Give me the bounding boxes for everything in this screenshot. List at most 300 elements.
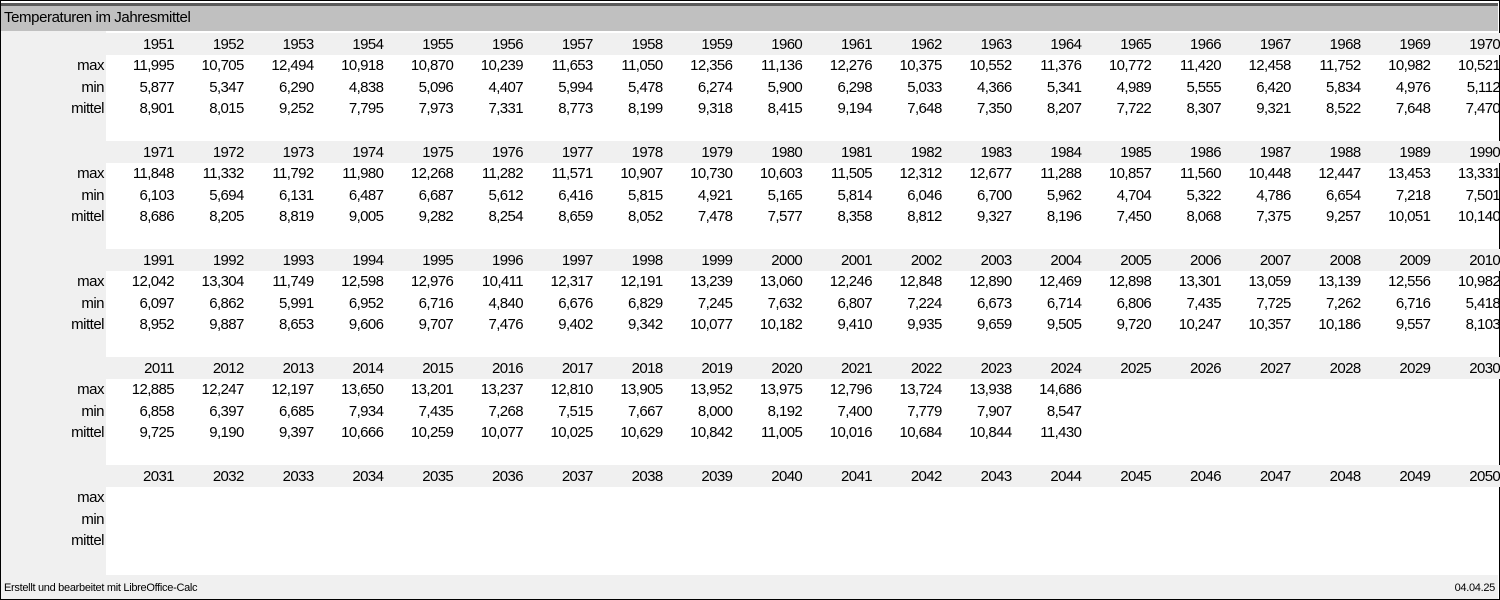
year-cell[interactable]: 2031	[143, 468, 174, 485]
mittel-value-cell[interactable]: 10,357	[1248, 316, 1291, 333]
max-value-cell[interactable]: 12,197	[271, 381, 314, 398]
max-value-cell[interactable]: 12,556	[1388, 273, 1431, 290]
max-value-cell[interactable]: 13,975	[759, 381, 803, 398]
max-value-cell[interactable]: 13,905	[620, 381, 663, 398]
year-cell[interactable]: 2034	[352, 468, 384, 485]
mittel-value-cell[interactable]: 7,478	[697, 208, 733, 225]
year-cell[interactable]: 1986	[1190, 144, 1221, 161]
min-value-cell[interactable]: 6,807	[837, 294, 872, 312]
max-value-cell[interactable]: 12,890	[969, 273, 1012, 290]
year-cell[interactable]: 1960	[771, 36, 803, 53]
year-cell[interactable]: 2000	[771, 252, 803, 269]
max-value-cell[interactable]: 12,458	[1248, 57, 1291, 74]
max-value-cell[interactable]: 10,411	[481, 273, 523, 290]
mittel-value-cell[interactable]: 8,812	[907, 208, 942, 225]
mittel-value-cell[interactable]: 7,973	[418, 100, 454, 117]
min-value-cell[interactable]: 5,347	[209, 78, 244, 96]
max-value-cell[interactable]: 11,560	[1179, 165, 1221, 182]
max-value-cell[interactable]: 10,982	[1457, 273, 1500, 290]
max-value-cell[interactable]: 10,552	[969, 57, 1012, 74]
min-value-cell[interactable]: 5,165	[767, 186, 803, 204]
min-value-cell[interactable]: 5,834	[1326, 78, 1361, 96]
year-cell[interactable]: 1966	[1190, 36, 1221, 53]
year-cell[interactable]: 2011	[144, 360, 174, 377]
max-value-cell[interactable]: 10,521	[1457, 57, 1500, 74]
year-cell[interactable]: 1956	[492, 36, 523, 53]
min-value-cell[interactable]: 4,989	[1116, 78, 1152, 96]
min-value-cell[interactable]: 6,716	[418, 294, 454, 312]
year-cell[interactable]: 2047	[1259, 468, 1291, 485]
mittel-value-cell[interactable]: 9,725	[139, 424, 174, 441]
max-value-cell[interactable]: 12,042	[131, 273, 174, 290]
max-value-cell[interactable]: 12,469	[1039, 273, 1082, 290]
min-value-cell[interactable]: 6,103	[139, 186, 174, 204]
mittel-value-cell[interactable]: 8,052	[628, 208, 663, 225]
year-cell[interactable]: 2005	[1120, 252, 1152, 269]
mittel-value-cell[interactable]: 9,720	[1116, 316, 1152, 333]
max-value-cell[interactable]: 10,239	[480, 57, 523, 74]
year-cell[interactable]: 2003	[980, 252, 1012, 269]
max-value-cell[interactable]: 11,749	[272, 273, 314, 290]
max-value-cell[interactable]: 12,494	[271, 57, 314, 74]
year-cell[interactable]: 2039	[701, 468, 733, 485]
year-cell[interactable]: 1992	[212, 252, 244, 269]
year-cell[interactable]: 2016	[492, 360, 523, 377]
year-cell[interactable]: 1957	[561, 36, 593, 53]
year-cell[interactable]: 2027	[1259, 360, 1291, 377]
mittel-value-cell[interactable]: 10,051	[1388, 208, 1431, 225]
min-value-cell[interactable]: 5,900	[767, 78, 803, 96]
year-cell[interactable]: 2036	[492, 468, 523, 485]
year-cell[interactable]: 2050	[1469, 468, 1500, 485]
min-value-cell[interactable]: 6,416	[558, 186, 593, 204]
year-cell[interactable]: 2010	[1469, 252, 1500, 269]
min-value-cell[interactable]: 6,685	[279, 402, 314, 420]
year-cell[interactable]: 1997	[561, 252, 593, 269]
year-cell[interactable]: 1964	[1050, 36, 1082, 53]
year-cell[interactable]: 2042	[910, 468, 942, 485]
year-cell[interactable]: 1988	[1329, 144, 1361, 161]
max-value-cell[interactable]: 11,571	[551, 165, 593, 182]
year-cell[interactable]: 2024	[1050, 360, 1082, 377]
year-cell[interactable]: 1984	[1050, 144, 1082, 161]
max-value-cell[interactable]: 10,375	[899, 57, 942, 74]
year-cell[interactable]: 1968	[1329, 36, 1361, 53]
max-value-cell[interactable]: 13,239	[690, 273, 733, 290]
mittel-value-cell[interactable]: 10,016	[829, 424, 872, 441]
max-value-cell[interactable]: 12,598	[341, 273, 384, 290]
mittel-value-cell[interactable]: 9,397	[279, 424, 314, 441]
min-value-cell[interactable]: 6,673	[977, 294, 1012, 312]
min-value-cell[interactable]: 6,290	[279, 78, 314, 96]
mittel-value-cell[interactable]: 9,935	[907, 316, 942, 333]
min-value-cell[interactable]: 5,322	[1186, 186, 1221, 204]
mittel-value-cell[interactable]: 8,205	[209, 208, 244, 225]
year-cell[interactable]: 1955	[422, 36, 454, 53]
max-value-cell[interactable]: 11,792	[272, 165, 314, 182]
year-cell[interactable]: 2037	[561, 468, 593, 485]
min-value-cell[interactable]: 6,397	[209, 402, 244, 420]
year-cell[interactable]: 1959	[701, 36, 733, 53]
year-cell[interactable]: 1961	[841, 36, 872, 53]
year-cell[interactable]: 1993	[282, 252, 314, 269]
min-value-cell[interactable]: 5,612	[488, 186, 523, 204]
mittel-value-cell[interactable]: 8,659	[558, 208, 593, 225]
year-cell[interactable]: 2043	[980, 468, 1012, 485]
mittel-value-cell[interactable]: 8,415	[767, 100, 803, 117]
year-cell[interactable]: 2009	[1399, 252, 1431, 269]
min-value-cell[interactable]: 5,694	[209, 186, 244, 204]
year-cell[interactable]: 2049	[1399, 468, 1431, 485]
year-cell[interactable]: 2040	[771, 468, 803, 485]
max-value-cell[interactable]: 10,730	[690, 165, 733, 182]
min-value-cell[interactable]: 4,838	[348, 78, 384, 96]
max-value-cell[interactable]: 11,995	[132, 57, 174, 74]
min-value-cell[interactable]: 7,268	[488, 402, 523, 420]
mittel-value-cell[interactable]: 8,207	[1046, 100, 1082, 117]
year-cell[interactable]: 2001	[841, 252, 872, 269]
max-value-cell[interactable]: 10,705	[201, 57, 244, 74]
year-cell[interactable]: 1951	[143, 36, 174, 53]
min-value-cell[interactable]: 5,341	[1046, 78, 1082, 96]
year-cell[interactable]: 2013	[282, 360, 314, 377]
min-value-cell[interactable]: 6,676	[558, 294, 593, 312]
mittel-value-cell[interactable]: 8,196	[1046, 208, 1082, 225]
max-value-cell[interactable]: 12,246	[829, 273, 872, 290]
max-value-cell[interactable]: 11,050	[621, 57, 663, 74]
year-cell[interactable]: 2002	[910, 252, 942, 269]
year-cell[interactable]: 1967	[1259, 36, 1291, 53]
year-cell[interactable]: 1983	[980, 144, 1012, 161]
mittel-value-cell[interactable]: 7,331	[488, 100, 523, 117]
min-value-cell[interactable]: 5,418	[1465, 294, 1500, 312]
year-cell[interactable]: 1953	[282, 36, 314, 53]
year-cell[interactable]: 1985	[1120, 144, 1152, 161]
min-value-cell[interactable]: 8,192	[767, 402, 803, 420]
min-value-cell[interactable]: 4,366	[977, 78, 1012, 96]
mittel-value-cell[interactable]: 10,684	[899, 424, 942, 441]
min-value-cell[interactable]: 8,547	[1046, 402, 1082, 420]
max-value-cell[interactable]: 12,976	[410, 273, 454, 290]
mittel-value-cell[interactable]: 7,450	[1116, 208, 1152, 225]
min-value-cell[interactable]: 6,716	[1395, 294, 1431, 312]
year-cell[interactable]: 2029	[1399, 360, 1431, 377]
mittel-value-cell[interactable]: 9,342	[628, 316, 663, 333]
min-value-cell[interactable]: 5,096	[418, 78, 454, 96]
mittel-value-cell[interactable]: 8,199	[628, 100, 663, 117]
year-cell[interactable]: 1965	[1120, 36, 1152, 53]
max-value-cell[interactable]: 11,848	[132, 165, 174, 182]
max-value-cell[interactable]: 12,317	[550, 273, 593, 290]
mittel-value-cell[interactable]: 11,430	[1040, 424, 1082, 441]
year-cell[interactable]: 2045	[1120, 468, 1152, 485]
min-value-cell[interactable]: 7,779	[907, 402, 942, 420]
year-cell[interactable]: 2006	[1190, 252, 1221, 269]
min-value-cell[interactable]: 4,976	[1395, 78, 1431, 96]
mittel-value-cell[interactable]: 10,077	[480, 424, 523, 441]
min-value-cell[interactable]: 5,991	[279, 294, 314, 312]
max-value-cell[interactable]: 13,201	[410, 381, 454, 398]
mittel-value-cell[interactable]: 9,318	[697, 100, 733, 117]
mittel-value-cell[interactable]: 9,707	[418, 316, 454, 333]
mittel-value-cell[interactable]: 7,722	[1116, 100, 1152, 117]
max-value-cell[interactable]: 13,952	[690, 381, 733, 398]
mittel-value-cell[interactable]: 9,402	[558, 316, 593, 333]
mittel-value-cell[interactable]: 7,577	[767, 208, 803, 225]
year-cell[interactable]: 1962	[910, 36, 942, 53]
year-cell[interactable]: 1995	[422, 252, 454, 269]
max-value-cell[interactable]: 11,332	[202, 165, 244, 182]
min-value-cell[interactable]: 6,298	[837, 78, 872, 96]
year-cell[interactable]: 2041	[841, 468, 872, 485]
year-cell[interactable]: 2012	[212, 360, 244, 377]
max-value-cell[interactable]: 11,288	[1040, 165, 1082, 182]
year-cell[interactable]: 2007	[1259, 252, 1291, 269]
mittel-value-cell[interactable]: 7,375	[1256, 208, 1291, 225]
mittel-value-cell[interactable]: 8,254	[488, 208, 523, 225]
max-value-cell[interactable]: 12,796	[829, 381, 872, 398]
year-cell[interactable]: 1994	[352, 252, 384, 269]
max-value-cell[interactable]: 11,282	[481, 165, 523, 182]
min-value-cell[interactable]: 7,667	[628, 402, 663, 420]
min-value-cell[interactable]: 7,435	[418, 402, 454, 420]
mittel-value-cell[interactable]: 9,190	[209, 424, 244, 441]
min-value-cell[interactable]: 7,907	[977, 402, 1012, 420]
min-value-cell[interactable]: 5,555	[1186, 78, 1221, 96]
max-value-cell[interactable]: 10,918	[341, 57, 384, 74]
min-value-cell[interactable]: 5,962	[1046, 186, 1082, 204]
year-cell[interactable]: 2028	[1329, 360, 1361, 377]
year-cell[interactable]: 2048	[1329, 468, 1361, 485]
mittel-value-cell[interactable]: 9,606	[348, 316, 384, 333]
max-value-cell[interactable]: 13,453	[1388, 165, 1431, 182]
max-value-cell[interactable]: 12,276	[829, 57, 872, 74]
min-value-cell[interactable]: 7,224	[907, 294, 942, 312]
max-value-cell[interactable]: 13,938	[969, 381, 1012, 398]
year-cell[interactable]: 2021	[841, 360, 872, 377]
mittel-value-cell[interactable]: 7,476	[488, 316, 523, 333]
max-value-cell[interactable]: 13,139	[1318, 273, 1361, 290]
year-cell[interactable]: 1970	[1469, 36, 1500, 53]
min-value-cell[interactable]: 6,131	[279, 186, 314, 204]
min-value-cell[interactable]: 4,407	[488, 78, 523, 96]
year-cell[interactable]: 1990	[1469, 144, 1500, 161]
mittel-value-cell[interactable]: 8,103	[1465, 316, 1500, 333]
year-cell[interactable]: 2019	[701, 360, 733, 377]
year-cell[interactable]: 2022	[910, 360, 942, 377]
mittel-value-cell[interactable]: 8,952	[139, 316, 174, 333]
min-value-cell[interactable]: 6,654	[1326, 186, 1361, 204]
max-value-cell[interactable]: 11,420	[1179, 57, 1221, 74]
year-cell[interactable]: 1971	[143, 144, 174, 161]
mittel-value-cell[interactable]: 9,659	[977, 316, 1012, 333]
max-value-cell[interactable]: 12,885	[131, 381, 174, 398]
mittel-value-cell[interactable]: 8,015	[209, 100, 244, 117]
mittel-value-cell[interactable]: 9,410	[837, 316, 872, 333]
year-cell[interactable]: 2044	[1050, 468, 1082, 485]
min-value-cell[interactable]: 6,487	[348, 186, 384, 204]
min-value-cell[interactable]: 6,420	[1256, 78, 1291, 96]
mittel-value-cell[interactable]: 9,282	[418, 208, 454, 225]
mittel-value-cell[interactable]: 9,505	[1046, 316, 1082, 333]
mittel-value-cell[interactable]: 10,247	[1178, 316, 1221, 333]
min-value-cell[interactable]: 6,858	[139, 402, 174, 420]
mittel-value-cell[interactable]: 9,005	[348, 208, 384, 225]
max-value-cell[interactable]: 11,376	[1040, 57, 1082, 74]
max-value-cell[interactable]: 10,857	[1108, 165, 1152, 182]
max-value-cell[interactable]: 11,505	[830, 165, 872, 182]
mittel-value-cell[interactable]: 10,259	[410, 424, 454, 441]
year-cell[interactable]: 2030	[1469, 360, 1500, 377]
max-value-cell[interactable]: 13,301	[1178, 273, 1221, 290]
mittel-value-cell[interactable]: 10,025	[550, 424, 593, 441]
mittel-value-cell[interactable]: 8,819	[279, 208, 314, 225]
min-value-cell[interactable]: 6,862	[209, 294, 244, 312]
mittel-value-cell[interactable]: 9,257	[1326, 208, 1361, 225]
year-cell[interactable]: 1981	[841, 144, 872, 161]
max-value-cell[interactable]: 14,686	[1039, 381, 1082, 398]
mittel-value-cell[interactable]: 8,307	[1186, 100, 1221, 117]
min-value-cell[interactable]: 4,921	[697, 186, 733, 204]
mittel-value-cell[interactable]: 10,844	[969, 424, 1012, 441]
min-value-cell[interactable]: 7,515	[558, 402, 593, 420]
min-value-cell[interactable]: 6,806	[1116, 294, 1152, 312]
mittel-value-cell[interactable]: 10,186	[1318, 316, 1361, 333]
year-cell[interactable]: 2008	[1329, 252, 1361, 269]
max-value-cell[interactable]: 12,268	[410, 165, 454, 182]
min-value-cell[interactable]: 6,952	[348, 294, 384, 312]
mittel-value-cell[interactable]: 8,522	[1326, 100, 1361, 117]
mittel-value-cell[interactable]: 9,327	[977, 208, 1012, 225]
year-cell[interactable]: 2014	[352, 360, 384, 377]
max-value-cell[interactable]: 13,304	[201, 273, 244, 290]
max-value-cell[interactable]: 13,059	[1248, 273, 1291, 290]
min-value-cell[interactable]: 7,245	[697, 294, 733, 312]
min-value-cell[interactable]: 4,786	[1256, 186, 1291, 204]
mittel-value-cell[interactable]: 8,068	[1186, 208, 1221, 225]
year-cell[interactable]: 1972	[212, 144, 244, 161]
max-value-cell[interactable]: 11,136	[761, 57, 803, 74]
min-value-cell[interactable]: 7,435	[1186, 294, 1221, 312]
min-value-cell[interactable]: 7,934	[348, 402, 384, 420]
mittel-value-cell[interactable]: 9,194	[837, 100, 872, 117]
year-cell[interactable]: 2033	[282, 468, 314, 485]
max-value-cell[interactable]: 10,982	[1388, 57, 1431, 74]
min-value-cell[interactable]: 5,478	[628, 78, 663, 96]
year-cell[interactable]: 2026	[1190, 360, 1221, 377]
max-value-cell[interactable]: 10,772	[1108, 57, 1152, 74]
max-value-cell[interactable]: 10,870	[410, 57, 454, 74]
year-cell[interactable]: 2046	[1190, 468, 1221, 485]
mittel-value-cell[interactable]: 8,773	[558, 100, 593, 117]
mittel-value-cell[interactable]: 10,666	[341, 424, 384, 441]
mittel-value-cell[interactable]: 10,140	[1457, 208, 1500, 225]
max-value-cell[interactable]: 12,677	[969, 165, 1012, 182]
min-value-cell[interactable]: 5,033	[907, 78, 942, 96]
year-cell[interactable]: 1982	[910, 144, 942, 161]
mittel-value-cell[interactable]: 10,629	[620, 424, 663, 441]
year-cell[interactable]: 2017	[561, 360, 593, 377]
mittel-value-cell[interactable]: 8,653	[279, 316, 314, 333]
min-value-cell[interactable]: 5,112	[1466, 78, 1500, 96]
year-cell[interactable]: 1978	[631, 144, 663, 161]
mittel-value-cell[interactable]: 8,358	[837, 208, 872, 225]
min-value-cell[interactable]: 5,814	[837, 186, 872, 204]
year-cell[interactable]: 1958	[631, 36, 663, 53]
year-cell[interactable]: 1991	[143, 252, 174, 269]
max-value-cell[interactable]: 13,237	[480, 381, 523, 398]
year-cell[interactable]: 1996	[492, 252, 523, 269]
max-value-cell[interactable]: 12,848	[899, 273, 942, 290]
max-value-cell[interactable]: 13,060	[759, 273, 803, 290]
mittel-value-cell[interactable]: 7,648	[1395, 100, 1431, 117]
year-cell[interactable]: 2020	[771, 360, 803, 377]
max-value-cell[interactable]: 12,356	[690, 57, 733, 74]
mittel-value-cell[interactable]: 8,901	[139, 100, 174, 117]
min-value-cell[interactable]: 5,877	[139, 78, 174, 96]
year-cell[interactable]: 1975	[422, 144, 454, 161]
year-cell[interactable]: 1979	[701, 144, 733, 161]
min-value-cell[interactable]: 4,704	[1116, 186, 1152, 204]
max-value-cell[interactable]: 10,603	[759, 165, 803, 182]
year-cell[interactable]: 1976	[492, 144, 523, 161]
max-value-cell[interactable]: 13,724	[899, 381, 942, 398]
min-value-cell[interactable]: 7,218	[1395, 186, 1431, 204]
mittel-value-cell[interactable]: 10,842	[690, 424, 733, 441]
max-value-cell[interactable]: 12,898	[1108, 273, 1152, 290]
year-cell[interactable]: 1977	[561, 144, 593, 161]
year-cell[interactable]: 1954	[352, 36, 384, 53]
mittel-value-cell[interactable]: 9,887	[209, 316, 244, 333]
min-value-cell[interactable]: 8,000	[697, 402, 733, 420]
max-value-cell[interactable]: 12,447	[1318, 165, 1361, 182]
min-value-cell[interactable]: 4,840	[488, 294, 523, 312]
year-cell[interactable]: 2015	[422, 360, 454, 377]
year-cell[interactable]: 1969	[1399, 36, 1431, 53]
max-value-cell[interactable]: 11,752	[1319, 57, 1361, 74]
min-value-cell[interactable]: 7,400	[837, 402, 872, 420]
min-value-cell[interactable]: 7,725	[1256, 294, 1291, 312]
mittel-value-cell[interactable]: 7,350	[977, 100, 1012, 117]
year-cell[interactable]: 1973	[282, 144, 314, 161]
mittel-value-cell[interactable]: 11,005	[761, 424, 803, 441]
year-cell[interactable]: 2025	[1120, 360, 1152, 377]
year-cell[interactable]: 1987	[1259, 144, 1291, 161]
year-cell[interactable]: 1998	[631, 252, 663, 269]
min-value-cell[interactable]: 7,632	[767, 294, 803, 312]
year-cell[interactable]: 2018	[631, 360, 663, 377]
max-value-cell[interactable]: 12,247	[201, 381, 244, 398]
max-value-cell[interactable]: 13,331	[1457, 165, 1500, 182]
max-value-cell[interactable]: 12,191	[620, 273, 663, 290]
mittel-value-cell[interactable]: 7,648	[907, 100, 942, 117]
max-value-cell[interactable]: 12,312	[899, 165, 942, 182]
mittel-value-cell[interactable]: 10,182	[759, 316, 803, 333]
max-value-cell[interactable]: 11,980	[342, 165, 384, 182]
year-cell[interactable]: 1989	[1399, 144, 1431, 161]
max-value-cell[interactable]: 11,653	[551, 57, 593, 74]
mittel-value-cell[interactable]: 7,795	[348, 100, 384, 117]
min-value-cell[interactable]: 5,815	[628, 186, 663, 204]
year-cell[interactable]: 1999	[701, 252, 733, 269]
mittel-value-cell[interactable]: 10,077	[690, 316, 733, 333]
year-cell[interactable]: 1963	[980, 36, 1012, 53]
max-value-cell[interactable]: 12,810	[550, 381, 593, 398]
min-value-cell[interactable]: 6,714	[1046, 294, 1082, 312]
mittel-value-cell[interactable]: 8,686	[139, 208, 174, 225]
min-value-cell[interactable]: 6,829	[628, 294, 663, 312]
year-cell[interactable]: 1952	[212, 36, 244, 53]
